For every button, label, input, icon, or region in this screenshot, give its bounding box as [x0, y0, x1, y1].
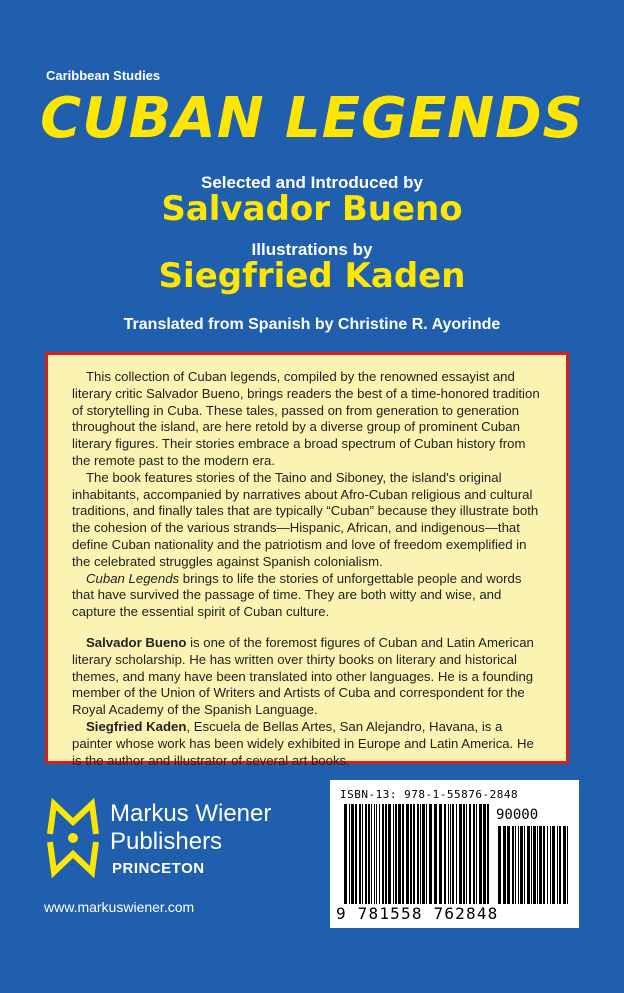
barcode-bar: [444, 804, 446, 904]
barcode-bar: [459, 804, 462, 904]
barcode-bar: [469, 804, 471, 904]
barcode-bar: [473, 804, 475, 904]
barcode-bar: [547, 826, 548, 904]
barcode-bar: [520, 826, 523, 904]
publisher-city: PRINCETON: [112, 860, 205, 877]
barcode-bar: [507, 826, 510, 904]
editor-label: Selected and Introduced by: [201, 173, 423, 192]
barcode-bar: [503, 826, 506, 904]
barcode-bar: [450, 804, 451, 904]
barcode-bar: [557, 826, 558, 904]
barcode-bar: [543, 826, 545, 904]
barcode-bar: [518, 826, 519, 904]
barcode-bar: [550, 826, 551, 904]
barcode-bar: [487, 804, 489, 904]
barcode-bar: [533, 826, 536, 904]
blurb-paragraph-3: Cuban Legends brings to life the stories of unforgettable people and words that have survived the passage of time. They are both witty and wise, and capture the essential spirit of Cuban culture.: [72, 570, 522, 620]
barcode-bar: [531, 826, 532, 904]
barcode-bar: [456, 804, 457, 904]
description-box: [45, 352, 569, 768]
barcode-bar: [410, 804, 412, 904]
barcode-bar: [463, 804, 465, 904]
barcode-bar: [483, 804, 486, 904]
barcode-bar: [537, 826, 538, 904]
barcode-bar: [344, 804, 347, 904]
barcode-bar: [413, 804, 415, 904]
publisher-block: [44, 792, 314, 892]
barcode-bar: [362, 804, 363, 904]
publisher-logo-icon: [44, 798, 102, 878]
book-title-italic: Cuban Legends: [86, 570, 180, 586]
barcode-bar: [371, 804, 372, 904]
barcode-bar: [476, 804, 477, 904]
barcode-bar: [434, 804, 437, 904]
barcode-bar: [567, 826, 568, 904]
barcode-bar: [368, 804, 370, 904]
barcode-bar: [406, 804, 409, 904]
barcode-bar: [374, 804, 375, 904]
barcode-bar: [398, 804, 401, 904]
barcode-bar: [439, 804, 442, 904]
barcode-bar: [563, 826, 566, 904]
illustrator-bio-name: Siegfried Kaden: [86, 718, 187, 734]
barcode-bar: [359, 804, 361, 904]
barcode-bar: [559, 826, 561, 904]
barcode-bar: [552, 826, 555, 904]
book-title: CUBAN LEGENDS: [40, 86, 584, 151]
barcode-bar: [466, 804, 467, 904]
blurb-paragraph-2: The book features stories of the Taino and Siboney, the island's original inhabitants, accompanied by narratives about Afro-Cuban religious and cultural traditions, and finally tales that are typically “Cuban” because they illustrate both the cohesion of the various strands—Hispanic, African, and indigenous—that define Cuban nationality and the patriotism and love of freedom exemplified in the celebrated struggles against Spanish colonialism.: [72, 469, 539, 569]
barcode-bar: [422, 804, 425, 904]
illustrator-bio: Siegfried Kaden, Escuela de Bellas Artes, San Alejandro, Havana, is a painter whose work has been widely exhibited in Europe and Latin America. He is the author and illustrator of several art books.: [72, 718, 534, 768]
barcode-bar: [379, 804, 380, 904]
barcode-bar: [539, 826, 542, 904]
barcode-bar: [429, 804, 432, 904]
editor-bio: Salvador Bueno is one of the foremost figures of Cuban and Latin American literary scholarship. He has written over thirty books on literary and historical themes, and many have been translated into other languages. He is a founding member of the Union of Writers and Artists of Cuba and correspondent for the Royal Academy of the Spanish Language.: [72, 634, 534, 718]
barcode-bar: [393, 804, 394, 904]
illustrator-name: Siegfried Kaden: [158, 256, 466, 296]
translator-credit: Translated from Spanish by Christine R. Ayorinde: [123, 316, 501, 333]
illustrator-label: Illustrations by: [251, 240, 373, 259]
isbn-barcode: [330, 780, 579, 928]
barcode-bar: [376, 804, 377, 904]
editor-name: Salvador Bueno: [161, 189, 463, 229]
publisher-website: www.markuswiener.com: [44, 899, 195, 915]
isbn-text: ISBN-13: 978-1-55876-2848: [340, 788, 519, 801]
barcode-bar: [524, 826, 525, 904]
barcode-bar: [515, 826, 516, 904]
blurb-paragraph-1: This collection of Cuban legends, compiled by the renowned essayist and literary critic Salvador Bueno, brings readers the best of a time-honored tradition of storytelling in Cuba. These tales, passed on from generation to generation throughout the island, are here retold by a diverse group of prominent Cuban literary figures. Their stories embrace a broad spectrum of Cuban history from the remote past to the modern era.: [72, 369, 540, 468]
barcode-bar: [382, 804, 384, 904]
price-code: 90000: [496, 807, 539, 823]
barcode-bar: [498, 826, 501, 904]
barcode-bar: [351, 804, 354, 904]
barcode-bar: [448, 804, 449, 904]
publisher-name: Markus Wiener Publishers: [110, 800, 272, 855]
barcode-bar: [527, 826, 530, 904]
barcode-bar: [385, 804, 387, 904]
barcode-bar: [512, 826, 514, 904]
barcode-bar: [479, 804, 482, 904]
barcode-digits: 9 781558 762848: [336, 904, 499, 923]
barcode-bar: [452, 804, 454, 904]
barcode-bar: [420, 804, 421, 904]
barcode-bar: [417, 804, 419, 904]
barcode-bar: [395, 804, 397, 904]
barcode-bar: [349, 804, 350, 904]
barcode-bar: [426, 804, 427, 904]
barcode-bar: [402, 804, 404, 904]
barcode-bar: [365, 804, 367, 904]
series-label: Caribbean Studies: [46, 68, 161, 83]
barcode-bar: [388, 804, 391, 904]
editor-bio-name: Salvador Bueno: [86, 634, 187, 650]
barcode-bar: [355, 804, 357, 904]
